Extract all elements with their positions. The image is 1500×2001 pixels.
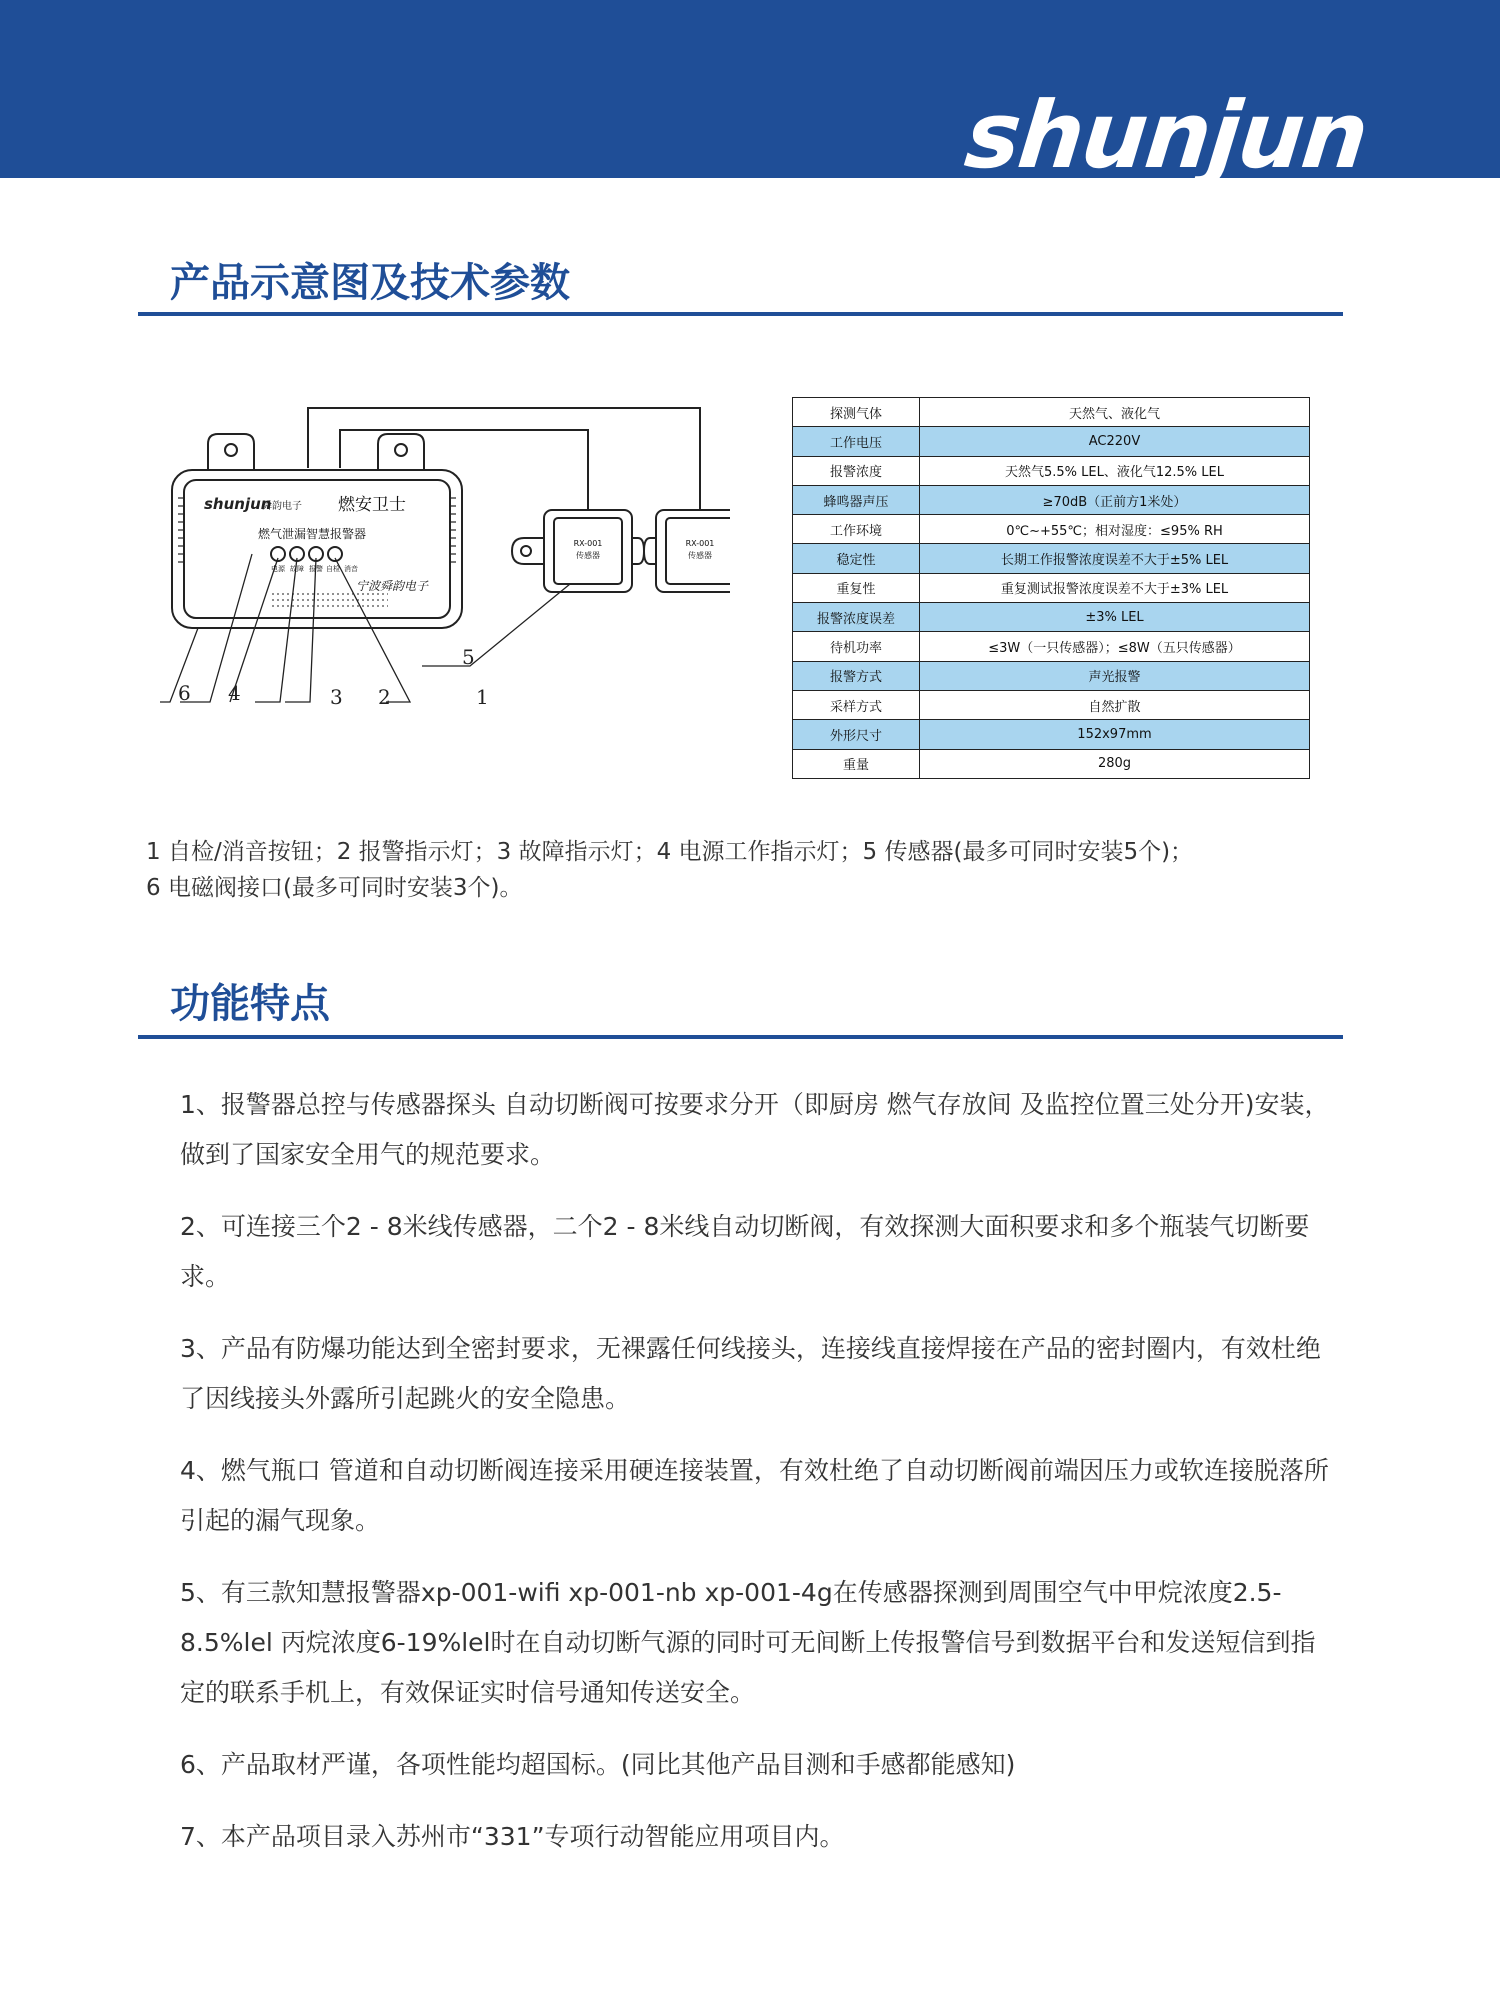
spec-key: 待机功率 xyxy=(793,632,920,661)
feature-item: 5、有三款知慧报警器xp-001-wifi xp-001-nb xp-001-4g在传感器探测到周围空气中甲烷浓度2.5-8.5%lel 丙烷浓度6-19%lel时在自动切断气源的同时可无间断上传报警信号到数据平台和发送短信到指定的联系手机上，有效保证实时信号通知传送安全。 xyxy=(180,1578,1316,1707)
feature-item: 1、报警器总控与传感器探头 自动切断阀可按要求分开（即厨房 燃气存放间 及监控位置三处分开)安装，做到了国家安全用气的规范要求。 xyxy=(180,1090,1330,1169)
callout-number: 5 xyxy=(462,645,475,669)
indicator-label: 报警 xyxy=(309,565,323,573)
callout-number: 4 xyxy=(228,681,241,705)
spec-row xyxy=(793,544,1310,573)
spec-row xyxy=(793,398,1310,427)
spec-key: 重复性 xyxy=(793,573,920,602)
spec-row xyxy=(793,749,1310,778)
device-diagram xyxy=(160,398,730,738)
spec-row xyxy=(793,661,1310,690)
spec-row xyxy=(793,603,1310,632)
spec-value: 长期工作报警浓度误差不大于±5% LEL xyxy=(920,544,1310,573)
feature-item: 4、燃气瓶口 管道和自动切断阀连接采用硬连接装置，有效杜绝了自动切断阀前端因压力或软连接脱落所引起的漏气现象。 xyxy=(180,1456,1329,1535)
callout-number: 6 xyxy=(178,681,191,705)
spec-row xyxy=(793,515,1310,544)
device-brand-cn: 舜韵电子 xyxy=(262,501,302,512)
spec-value: 声光报警 xyxy=(920,661,1310,690)
spec-value: 152x97mm xyxy=(920,720,1310,749)
spec-row xyxy=(793,485,1310,514)
feature-item: 3、产品有防爆功能达到全密封要求，无裸露任何线接头，连接线直接焊接在产品的密封圈内，有效杜绝了因线接头外露所引起跳火的安全隐患。 xyxy=(180,1334,1321,1413)
spec-value: 重复测试报警浓度误差不大于±3% LEL xyxy=(920,573,1310,602)
brand-logo-text: shunjun xyxy=(960,82,1372,189)
alarm-body-outer xyxy=(172,470,462,628)
spec-value: 天然气5.5% LEL、液化气12.5% LEL xyxy=(920,456,1310,485)
mount-ear-left xyxy=(208,434,254,470)
device-maker: 宁波舜韵电子 xyxy=(356,579,429,593)
callout-number: 2 xyxy=(378,685,391,709)
spec-value: ±3% LEL xyxy=(920,603,1310,632)
spec-key: 报警浓度误差 xyxy=(793,603,920,632)
header-band xyxy=(0,0,1500,189)
sensor-right xyxy=(644,510,730,592)
legend-line: 1 自检/消音按钮；2 报警指示灯；3 故障指示灯；4 电源工作指示灯；5 传感器(最多可同时安装5个)； xyxy=(146,839,1194,865)
sensor-label: 传感器 xyxy=(576,551,600,560)
spec-value: ≥70dB（正前方1米处） xyxy=(920,485,1310,514)
device-brand-small: shunjun xyxy=(204,495,272,513)
spec-key: 工作电压 xyxy=(793,427,920,456)
spec-key: 重量 xyxy=(793,749,920,778)
spec-key: 稳定性 xyxy=(793,544,920,573)
spec-table xyxy=(792,397,1310,779)
spec-value: 自然扩散 xyxy=(920,690,1310,719)
device-product-name: 燃安卫士 xyxy=(338,495,406,515)
section-rule xyxy=(138,1035,1343,1039)
spec-row xyxy=(793,456,1310,485)
spec-row xyxy=(793,690,1310,719)
legend-line: 6 电磁阀接口(最多可同时安装3个)。 xyxy=(146,875,523,901)
spec-value: ≤3W（一只传感器）；≤8W（五只传感器） xyxy=(920,632,1310,661)
indicator-label: 自检 xyxy=(326,565,340,573)
spec-value: AC220V xyxy=(920,427,1310,456)
spec-row xyxy=(793,573,1310,602)
indicator-label: 电源 xyxy=(271,565,285,573)
spec-key: 外形尺寸 xyxy=(793,720,920,749)
indicator-label: 故障 xyxy=(290,565,304,573)
feature-list xyxy=(180,1080,1330,1884)
mount-ear-right xyxy=(378,434,424,470)
brand-logo xyxy=(960,82,1372,189)
spec-value: 280g xyxy=(920,749,1310,778)
spec-key: 采样方式 xyxy=(793,690,920,719)
callout-number: 3 xyxy=(330,685,343,709)
feature-item: 7、本产品项目录入苏州市“331”专项行动智能应用项目内。 xyxy=(180,1822,845,1851)
spec-row xyxy=(793,427,1310,456)
sensor-model: RX-001 xyxy=(685,539,715,548)
spec-value: 天然气、液化气 xyxy=(920,398,1310,427)
spec-row xyxy=(793,720,1310,749)
indicator-label: 消音 xyxy=(344,565,358,573)
sensor-label: 传感器 xyxy=(688,551,712,560)
sensor-model: RX-001 xyxy=(573,539,603,548)
feature-item: 2、可连接三个2 - 8米线传感器，二个2 - 8米线自动切断阀，有效探测大面积要求和多个瓶装气切断要求。 xyxy=(180,1212,1310,1291)
section-title-features: 功能特点 xyxy=(170,981,330,1027)
callout-number: 1 xyxy=(476,685,489,709)
spec-value: 0℃~+55℃；相对湿度：≤95% RH xyxy=(920,515,1310,544)
spec-row xyxy=(793,632,1310,661)
spec-key: 工作环境 xyxy=(793,515,920,544)
spec-key: 报警方式 xyxy=(793,661,920,690)
device-subtitle: 燃气泄漏智慧报警器 xyxy=(258,527,367,541)
spec-key: 探测气体 xyxy=(793,398,920,427)
feature-item: 6、产品取材严谨，各项性能均超国标。(同比其他产品目测和手感都能感知) xyxy=(180,1750,1016,1779)
spec-key: 报警浓度 xyxy=(793,456,920,485)
spec-key: 蜂鸣器声压 xyxy=(793,485,920,514)
section-title-specs: 产品示意图及技术参数 xyxy=(170,260,570,306)
section-rule xyxy=(138,312,1343,316)
diagram-legend xyxy=(146,834,1376,906)
